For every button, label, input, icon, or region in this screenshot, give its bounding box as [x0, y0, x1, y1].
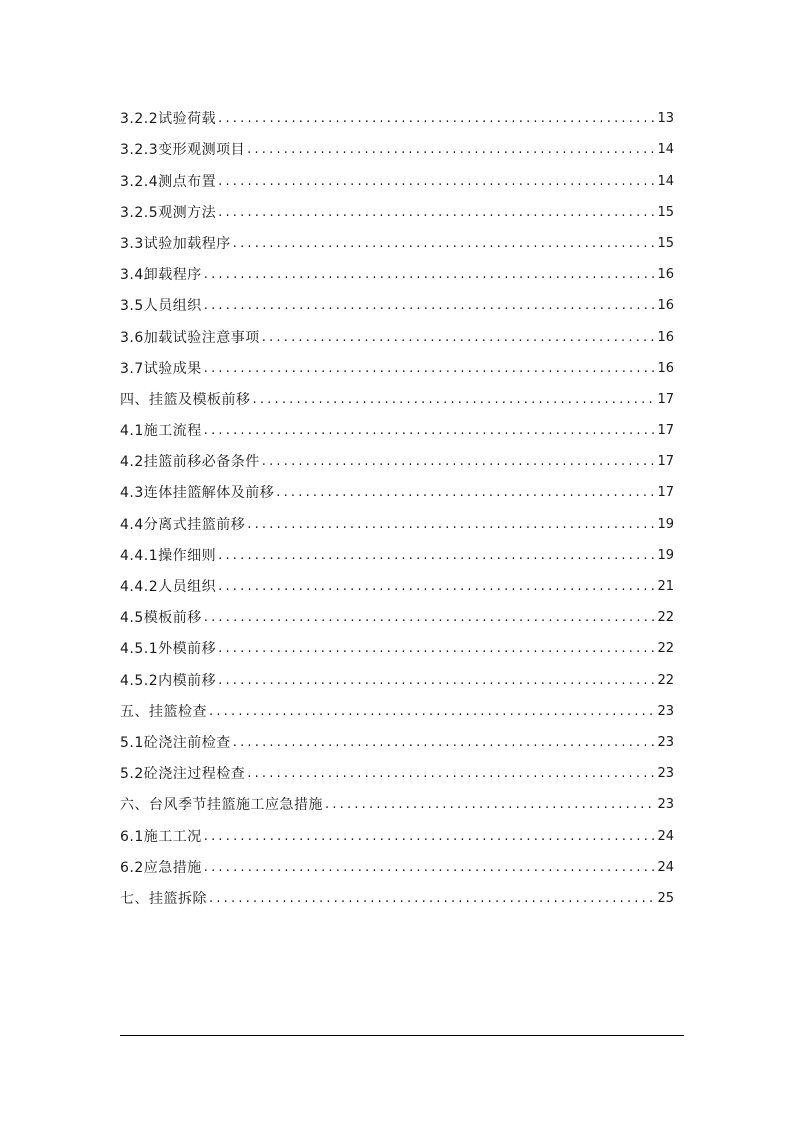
- toc-entry[interactable]: [120, 471, 674, 502]
- toc-entry-title: 6.2应急措施: [120, 859, 202, 876]
- toc-entry-page: 16: [657, 360, 674, 376]
- toc-dot-leader: [204, 266, 655, 284]
- toc-entry-page: 24: [657, 828, 674, 844]
- toc-entry-page: 19: [657, 547, 674, 563]
- toc-entry[interactable]: [120, 502, 674, 533]
- toc-entry[interactable]: [120, 315, 674, 346]
- toc-entry-title: 4.5.1外模前移: [120, 641, 217, 658]
- toc-entry[interactable]: [120, 565, 674, 596]
- toc-entry-page: 17: [657, 485, 674, 501]
- toc-entry-page: 24: [657, 859, 674, 875]
- toc-entry-page: 17: [657, 454, 674, 470]
- toc-dot-leader: [218, 640, 655, 658]
- toc-entry-page: 14: [657, 173, 674, 189]
- toc-entry[interactable]: [120, 97, 674, 128]
- toc-entry-title: 4.5.2内模前移: [120, 672, 217, 689]
- toc-entry-title: 4.5模板前移: [120, 610, 202, 627]
- toc-entry-page: 22: [657, 610, 674, 626]
- toc-entry-title: 3.2.4测点布置: [120, 173, 217, 190]
- toc-entry[interactable]: [120, 159, 674, 190]
- toc-dot-leader: [262, 453, 655, 471]
- toc-entry-title: 3.2.3变形观测项目: [120, 142, 246, 159]
- toc-entry-page: 16: [657, 267, 674, 283]
- toc-dot-leader: [262, 329, 655, 347]
- toc-dot-leader: [204, 360, 655, 378]
- toc-dot-leader: [233, 734, 655, 752]
- toc-entry[interactable]: [120, 284, 674, 315]
- toc-dot-leader: [247, 765, 655, 783]
- toc-entry-title: 3.5人员组织: [120, 298, 202, 315]
- toc-entry-title: 3.2.5观测方法: [120, 204, 217, 221]
- toc-entry-page: 13: [657, 111, 674, 127]
- toc-entry-title: 3.7试验成果: [120, 360, 202, 377]
- toc-dot-leader: [218, 173, 655, 191]
- toc-entry-title: 3.3试验加载程序: [120, 235, 231, 252]
- toc-entry-page: 23: [657, 734, 674, 750]
- toc-dot-leader: [218, 547, 655, 565]
- toc-entry-title: 六、台风季节挂篮施工应急措施: [120, 797, 323, 814]
- toc-dot-leader: [247, 141, 655, 159]
- toc-dot-leader: [218, 204, 655, 222]
- toc-entry-title: 4.2挂篮前移必备条件: [120, 454, 260, 471]
- toc-entry-page: 22: [657, 641, 674, 657]
- toc-entry-page: 23: [657, 797, 674, 813]
- toc-entry-page: 15: [657, 235, 674, 251]
- toc-entry[interactable]: [120, 721, 674, 752]
- toc-entry-page: 16: [657, 298, 674, 314]
- toc-entry-page: 22: [657, 672, 674, 688]
- toc-entry-page: 15: [657, 204, 674, 220]
- toc-entry-page: 25: [657, 890, 674, 906]
- toc-entry-page: 16: [657, 329, 674, 345]
- toc-dot-leader: [204, 828, 655, 846]
- toc-dot-leader: [209, 703, 655, 721]
- table-of-contents: [120, 97, 674, 908]
- toc-entry-title: 3.6加载试验注意事项: [120, 329, 260, 346]
- toc-entry-title: 5.2砼浇注过程检查: [120, 766, 246, 783]
- footer-divider: [120, 1035, 684, 1036]
- toc-entry[interactable]: [120, 347, 674, 378]
- toc-entry-title: 4.3连体挂篮解体及前移: [120, 485, 275, 502]
- toc-entry[interactable]: [120, 658, 674, 689]
- toc-dot-leader: [218, 672, 655, 690]
- toc-entry[interactable]: [120, 222, 674, 253]
- toc-dot-leader: [276, 484, 655, 502]
- toc-entry-title: 4.4.1操作细则: [120, 547, 217, 564]
- toc-dot-leader: [204, 422, 655, 440]
- toc-entry-title: 四、挂篮及模板前移: [120, 391, 251, 408]
- toc-dot-leader: [204, 609, 655, 627]
- toc-entry-title: 4.1施工流程: [120, 423, 202, 440]
- toc-entry-title: 五、挂篮检查: [120, 703, 207, 720]
- toc-entry[interactable]: [120, 752, 674, 783]
- toc-dot-leader: [325, 796, 655, 814]
- toc-entry-title: 5.1砼浇注前检查: [120, 734, 231, 751]
- toc-entry-page: 21: [657, 579, 674, 594]
- toc-entry-page: 23: [657, 766, 674, 782]
- toc-entry[interactable]: [120, 846, 674, 877]
- toc-entry[interactable]: [120, 128, 674, 159]
- toc-entry[interactable]: [120, 690, 674, 721]
- toc-entry-title: 6.1施工工况: [120, 828, 202, 845]
- toc-entry[interactable]: [120, 409, 674, 440]
- toc-entry[interactable]: [120, 534, 674, 565]
- toc-entry[interactable]: [120, 253, 674, 284]
- toc-dot-leader: [204, 297, 655, 315]
- toc-entry-title: 3.2.2试验荷载: [120, 111, 217, 128]
- toc-entry[interactable]: [120, 877, 674, 908]
- toc-entry[interactable]: [120, 596, 674, 627]
- toc-entry[interactable]: [120, 783, 674, 814]
- toc-entry-title: 3.4卸载程序: [120, 267, 202, 284]
- toc-entry-title: 七、挂篮拆除: [120, 890, 207, 907]
- toc-entry-page: 14: [657, 142, 674, 158]
- toc-dot-leader: [204, 859, 655, 877]
- toc-entry-page: 17: [657, 391, 674, 407]
- toc-dot-leader: [247, 516, 655, 534]
- toc-entry[interactable]: [120, 191, 674, 222]
- toc-entry[interactable]: [120, 378, 674, 409]
- toc-entry-page: 23: [657, 703, 674, 719]
- toc-dot-leader: [218, 578, 655, 596]
- toc-entry-title: 4.4分离式挂篮前移: [120, 516, 246, 533]
- toc-entry[interactable]: [120, 440, 674, 471]
- toc-entry-page: 19: [657, 516, 674, 532]
- toc-dot-leader: [233, 235, 655, 253]
- toc-dot-leader: [253, 391, 656, 409]
- toc-entry-page: 17: [657, 423, 674, 439]
- toc-dot-leader: [218, 110, 655, 128]
- toc-dot-leader: [209, 890, 655, 908]
- toc-entry-title: 4.4.2人员组织: [120, 579, 217, 595]
- toc-entry[interactable]: [120, 627, 674, 658]
- toc-entry[interactable]: [120, 814, 674, 845]
